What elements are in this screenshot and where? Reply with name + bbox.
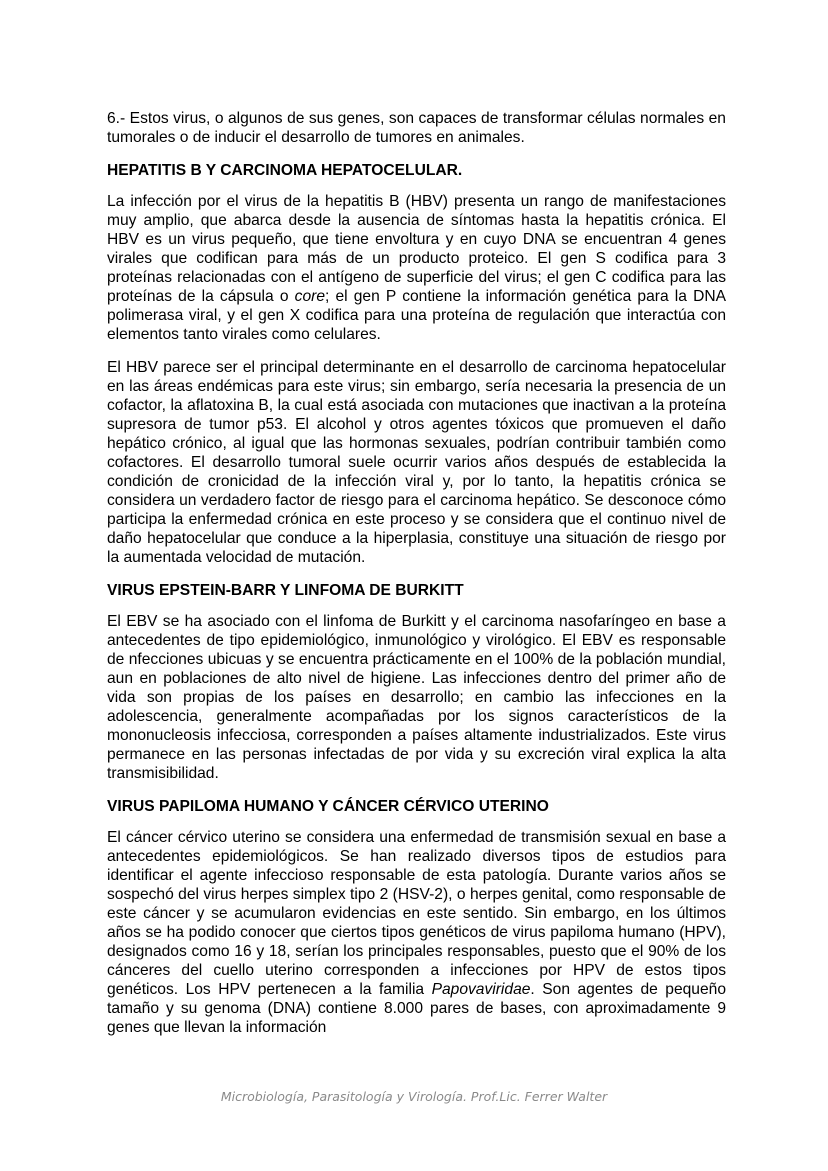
hpv-p1-emphasis: Papovaviridae <box>431 981 531 998</box>
paragraph-intro: 6.- Estos virus, o algunos de sus genes, son capaces de transformar células normales en tumorales o de inducir el desarrollo de tumores en animales. <box>107 110 726 146</box>
paragraph-hbv-1 <box>107 192 726 344</box>
paragraph-hpv-1 <box>107 828 726 1037</box>
hpv-p1-text-b: . Son agentes de pequeño tamaño y su genoma (DNA) contiene 8.000 pares de bases, con aproximadamente 9 genes que llevan la información <box>107 981 726 1036</box>
hbv-p1-text-b: ; el gen P contiene la información genética para la DNA polimerasa viral, y el gen X codifica para una proteína de regulación que interactúa con elementos tanto virales como celulares. <box>107 288 726 343</box>
heading-hpv: VIRUS PAPILOMA HUMANO Y CÁNCER CÉRVICO UTERINO <box>107 798 549 815</box>
heading-ebv: VIRUS EPSTEIN-BARR Y LINFOMA DE BURKITT <box>107 582 464 599</box>
hpv-p1-text-a: El cáncer cérvico uterino se considera una enfermedad de transmisión sexual en base a antecedentes epidemiológicos. Se han realizado diversos tipos de estudios para identificar el agente infeccioso responsable de esta patología. Durante varios años se sospechó del virus herpes simplex tipo 2 (HSV-2), o herpes genital, como responsable de este cáncer y se acumularon evidencias en este sentido. Sin embargo, en los últimos años se ha podido conocer que ciertos tipos genéticos de virus papiloma humano (HPV), designados como 16 y 18, serían los principales responsables, puesto que el 90% de los cánceres del cuello uterino corresponden a infecciones por HPV de estos tipos genéticos. Los HPV pertenecen a la familia <box>107 829 726 998</box>
paragraph-hbv-2: El HBV parece ser el principal determinante en el desarrollo de carcinoma hepatocelular en las áreas endémicas para este virus; sin embargo, sería necesaria la presencia de un cofactor, la aflatoxina B, la cual está asociada con mutaciones que inactivan a la proteína supresora de tumor p53. El alcohol y otros agentes tóxicos que promueven el daño hepático crónico, al igual que las hormonas sexuales, podrían contribuir también como cofactores. El desarrollo tumoral suele ocurrir varios años después de establecida la condición de cronicidad de la infección viral y, por lo tanto, la hepatitis crónica se considera un verdadero factor de riesgo para el carcinoma hepático. Se desconoce cómo participa la enfermedad crónica en este proceso y se considera que el continuo nivel de daño hepatocelular que conduce a la hiperplasia, constituye una situación de riesgo por la aumentada velocidad de mutación. <box>107 359 726 566</box>
page-footer: Microbiología, Parasitología y Virología. Prof.Lic. Ferrer Walter <box>220 1089 608 1104</box>
paragraph-ebv-1: El EBV se ha asociado con el linfoma de Burkitt y el carcinoma nasofaríngeo en base a antecedentes de tipo epidemiológico, inmunológico y virológico. El EBV es responsable de nfecciones ubicuas y se encuentra prácticamente en el 100% de la población mundial, aun en poblaciones de alto nivel de higiene. Las infecciones dentro del primer año de vida son propias de los países en desarrollo; en cambio las infecciones en la adolescencia, generalmente acompañadas por los signos característicos de la mononucleosis infecciosa, corresponden a países altamente industrializados. Este virus permanece en las personas infectadas de por vida y su excreción viral explica la alta transmisibilidad. <box>107 613 726 782</box>
hbv-p1-emphasis: core <box>294 288 325 305</box>
document-page <box>107 109 726 1051</box>
heading-hepatitis-b: HEPATITIS B Y CARCINOMA HEPATOCELULAR. <box>107 162 463 179</box>
hbv-p1-text-a: La infección por el virus de la hepatitis B (HBV) presenta un rango de manifestaciones muy amplio, que abarca desde la ausencia de síntomas hasta la hepatitis crónica. El HBV es un virus pequeño, que tiene envoltura y en cuyo DNA se encuentran 4 genes virales que codifican para más de un producto proteico. El gen S codifica para 3 proteínas relacionadas con el antígeno de superficie del virus; el gen C codifica para las proteínas de la cápsula o <box>107 193 726 305</box>
